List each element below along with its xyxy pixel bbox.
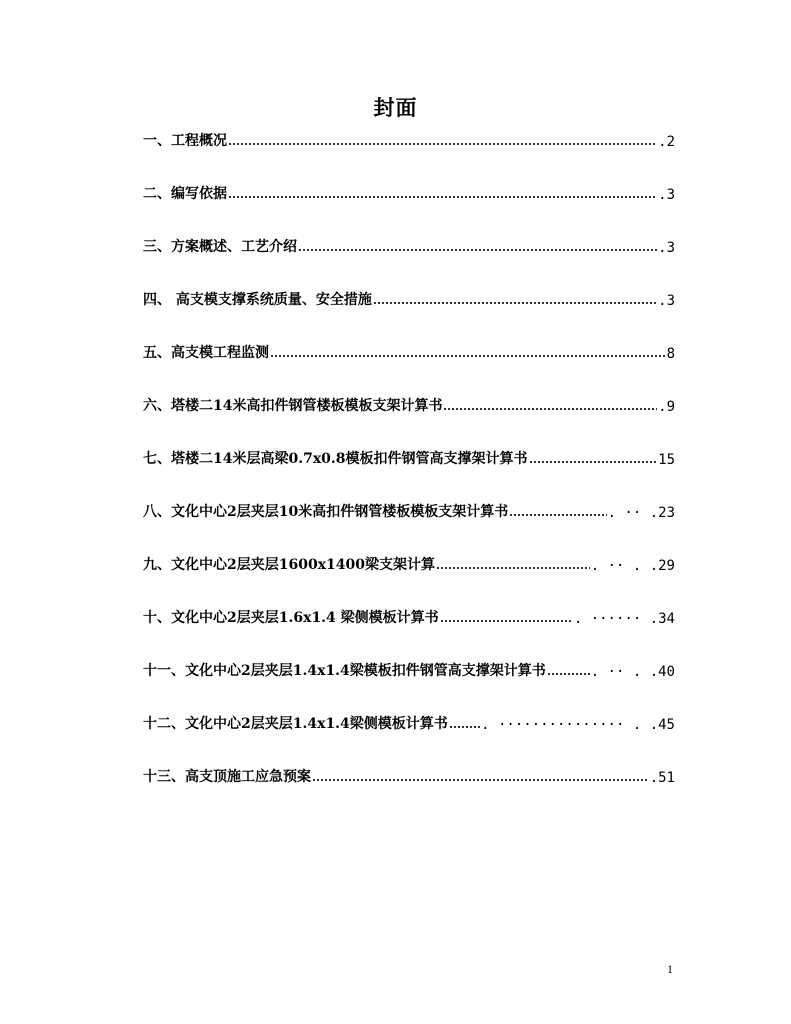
toc-entry[interactable] xyxy=(143,340,675,362)
toc-entry-page: . ·· .23 xyxy=(607,505,675,521)
toc-entry-page: . ······ .34 xyxy=(573,611,675,627)
toc-entry-label: 五、高支模工程监测 xyxy=(143,345,269,361)
toc-entry-page: .9 xyxy=(658,399,675,415)
toc-entry-page: . ·· . .40 xyxy=(590,664,675,680)
toc-entry[interactable] xyxy=(143,446,675,468)
toc-entry-label: 三、方案概述、工艺介绍 xyxy=(143,239,297,255)
toc-entry-page: 8 xyxy=(666,346,675,362)
toc-entry-page: .3 xyxy=(658,240,675,256)
toc-entry-page: .51 xyxy=(649,770,675,786)
toc-dot-leader xyxy=(509,513,606,517)
toc-entry-page: .3 xyxy=(658,293,675,309)
toc-entry[interactable] xyxy=(143,764,675,786)
toc-entry[interactable] xyxy=(143,499,675,521)
toc-entry[interactable] xyxy=(143,287,675,309)
toc-dot-leader xyxy=(373,301,657,305)
toc-entry-page: .3 xyxy=(658,187,675,203)
toc-dot-leader xyxy=(440,619,573,623)
toc-entry-page: 15 xyxy=(658,452,675,468)
toc-entry-label: 八、文化中心2层夹层10米高扣件钢管楼板模板支架计算书 xyxy=(143,504,509,520)
page-title: 封面 xyxy=(373,95,418,120)
toc-entry-label: 二、编写依据 xyxy=(143,186,227,202)
toc-dot-leader xyxy=(298,248,657,252)
toc-dot-leader xyxy=(228,142,657,146)
toc-entry[interactable] xyxy=(143,393,675,415)
toc-entry-label: 十二、文化中心2层夹层1.4x1.4梁侧模板计算书 xyxy=(143,716,448,732)
toc-entry-page: . ·· . .29 xyxy=(590,558,675,574)
toc-entry-page: . ··············· . .45 xyxy=(481,717,675,733)
toc-entry[interactable] xyxy=(143,181,675,203)
toc-entry[interactable] xyxy=(143,605,675,627)
toc-entry-label: 一、工程概况 xyxy=(143,133,227,149)
toc-entry-label: 九、文化中心2层夹层1600x1400梁支架计算 xyxy=(143,557,436,573)
toc-entry[interactable] xyxy=(143,552,675,574)
toc-entry-label: 十一、文化中心2层夹层1.4x1.4梁模板扣件钢管高支撑架计算书 xyxy=(143,663,546,679)
toc-entry-label: 十、文化中心2层夹层1.6x1.4 梁侧模板计算书 xyxy=(143,610,439,626)
toc-dot-leader xyxy=(529,460,658,464)
toc-dot-leader xyxy=(436,566,590,570)
toc-dot-leader xyxy=(228,195,657,199)
toc-entry[interactable] xyxy=(143,128,675,150)
toc-entry[interactable] xyxy=(143,711,675,733)
toc-dot-leader xyxy=(312,778,649,782)
toc-dot-leader xyxy=(449,725,480,729)
toc-entry-label: 六、塔楼二14米高扣件钢管楼板模板支架计算书 xyxy=(143,398,443,414)
toc-entry-page: .2 xyxy=(658,134,675,150)
toc-dot-leader xyxy=(270,354,666,358)
toc-entry-label: 七、塔楼二14米层高梁0.7x0.8模板扣件钢管高支撑架计算书 xyxy=(143,451,528,467)
toc-entry-label: 十三、高支顶施工应急预案 xyxy=(143,769,311,785)
toc-dot-leader xyxy=(443,407,657,411)
page-number: 1 xyxy=(667,962,673,976)
toc-entry[interactable] xyxy=(143,658,675,680)
toc-dot-leader xyxy=(547,672,590,676)
toc-entry-label: 四、 高支模支撑系统质量、安全措施 xyxy=(143,292,372,308)
toc-entry[interactable] xyxy=(143,234,675,256)
